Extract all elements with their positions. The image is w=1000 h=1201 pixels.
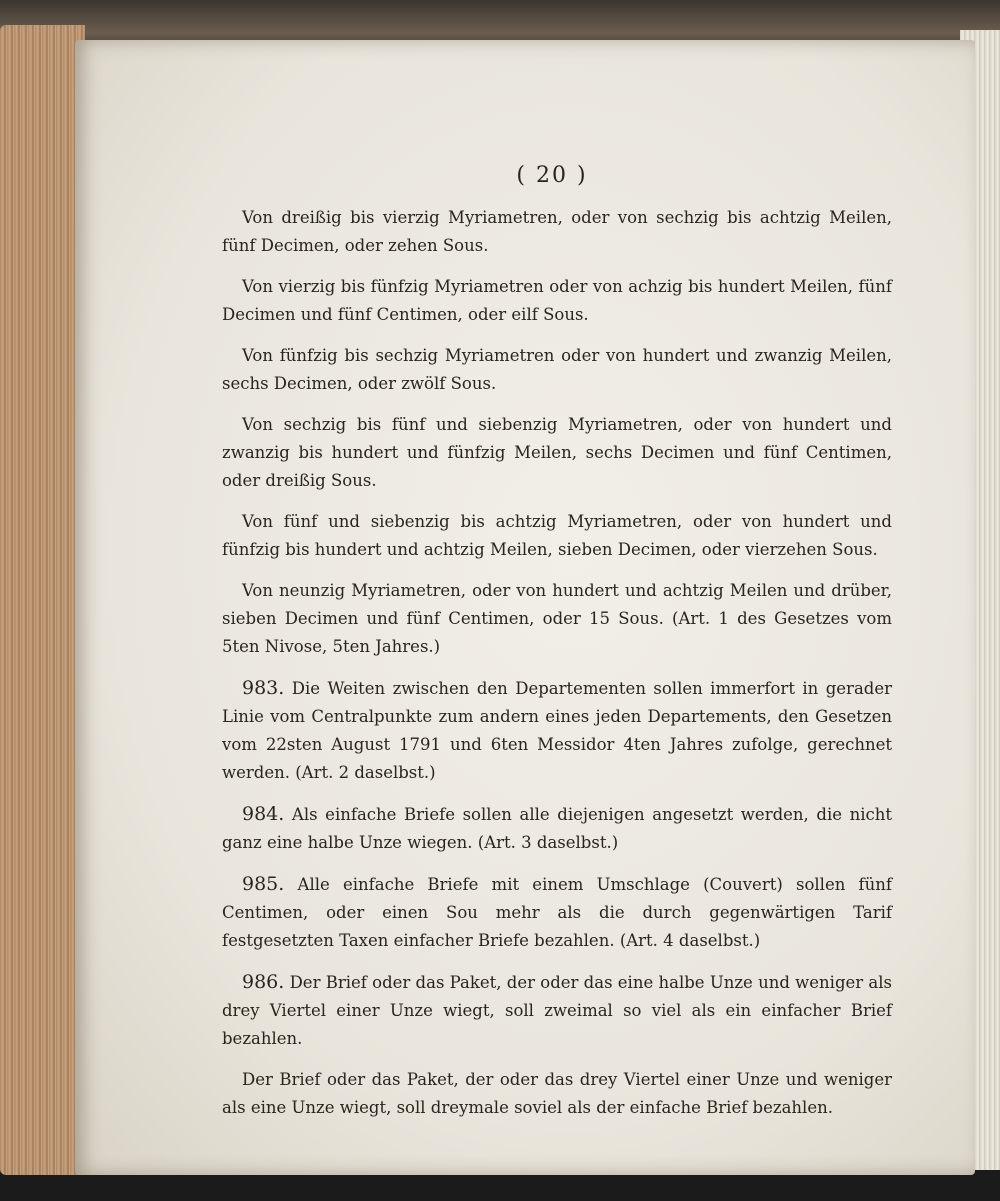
paragraph-text: Von fünf und siebenzig bis achtzig Myriametren, oder von hundert und fünfzig bis hundert und achtzig Meilen, sieben Decimen, oder vierzehen Sous. bbox=[222, 512, 892, 559]
paragraph-text: Die Weiten zwischen den Departementen sollen immerfort in gerader Linie vom Centralpunkte zum andern eines jeden Departements, den Gesetzen vom 22sten August 1791 und 6ten Messidor 4ten Jahres zufolge, gerechnet werden. (Art. 2 daselbst.) bbox=[222, 679, 892, 782]
paragraph-text: Alle einfache Briefe mit einem Umschlage (Couvert) sollen fünf Centimen, oder einen Sou mehr als die durch gegenwärtigen Tarif festgesetzten Taxen einfacher Briefe bezahlen. (Art. 4 daselbst.) bbox=[222, 875, 893, 950]
page-stack-edge bbox=[0, 25, 85, 1175]
paragraph-text: Von dreißig bis vierzig Myriametren, oder von sechzig bis achtzig Meilen, fünf Decimen, oder zehen Sous. bbox=[222, 208, 892, 255]
paragraph-text: Von fünfzig bis sechzig Myriametren oder von hundert und zwanzig Meilen, sechs Decimen, oder zwölf Sous. bbox=[222, 346, 892, 393]
paragraph bbox=[222, 342, 892, 398]
paragraph-text: Als einfache Briefe sollen alle diejenigen angesetzt werden, die nicht ganz eine halbe Unze wiegen. (Art. 3 daselbst.) bbox=[222, 805, 892, 852]
paragraph bbox=[222, 577, 892, 661]
paragraph-number: 986. bbox=[242, 971, 285, 993]
paragraph-text: Von sechzig bis fünf und siebenzig Myriametren, oder von hundert und zwanzig bis hundert und fünfzig Meilen, sechs Decimen und fünf Centimen, oder dreißig Sous. bbox=[222, 415, 892, 490]
paragraph-text: Der Brief oder das Paket, der oder das drey Viertel einer Unze und weniger als eine Unze wiegt, soll dreymale soviel als der einfache Brief bezahlen. bbox=[222, 1070, 892, 1117]
paragraph-number: 983. bbox=[242, 677, 285, 699]
paragraph bbox=[222, 1066, 892, 1122]
paragraph bbox=[222, 968, 892, 1053]
paragraph bbox=[222, 273, 892, 329]
page-number: ( 20 ) bbox=[516, 163, 588, 188]
paragraph-text: Von vierzig bis fünfzig Myriametren oder von achzig bis hundert Meilen, fünf Decimen und fünf Centimen, oder eilf Sous. bbox=[222, 277, 892, 324]
paragraph bbox=[222, 411, 892, 495]
paragraph-text: Von neunzig Myriametren, oder von hundert und achtzig Meilen und drüber, sieben Decimen und fünf Centimen, oder 15 Sous. (Art. 1 des Gesetzes vom 5ten Nivose, 5ten Jahres.) bbox=[222, 581, 892, 656]
paragraph bbox=[222, 870, 892, 955]
page-text bbox=[222, 204, 892, 1135]
paragraph bbox=[222, 800, 892, 857]
paragraph-text: Der Brief oder das Paket, der oder das eine halbe Unze und weniger als drey Viertel einer Unze wiegt, soll zweimal so viel als ein einfacher Brief bezahlen. bbox=[222, 973, 892, 1048]
paragraph bbox=[222, 508, 892, 564]
paragraph-number: 985. bbox=[242, 873, 285, 895]
paragraph bbox=[222, 204, 892, 260]
paragraph-number: 984. bbox=[242, 803, 285, 825]
paragraph bbox=[222, 674, 892, 787]
